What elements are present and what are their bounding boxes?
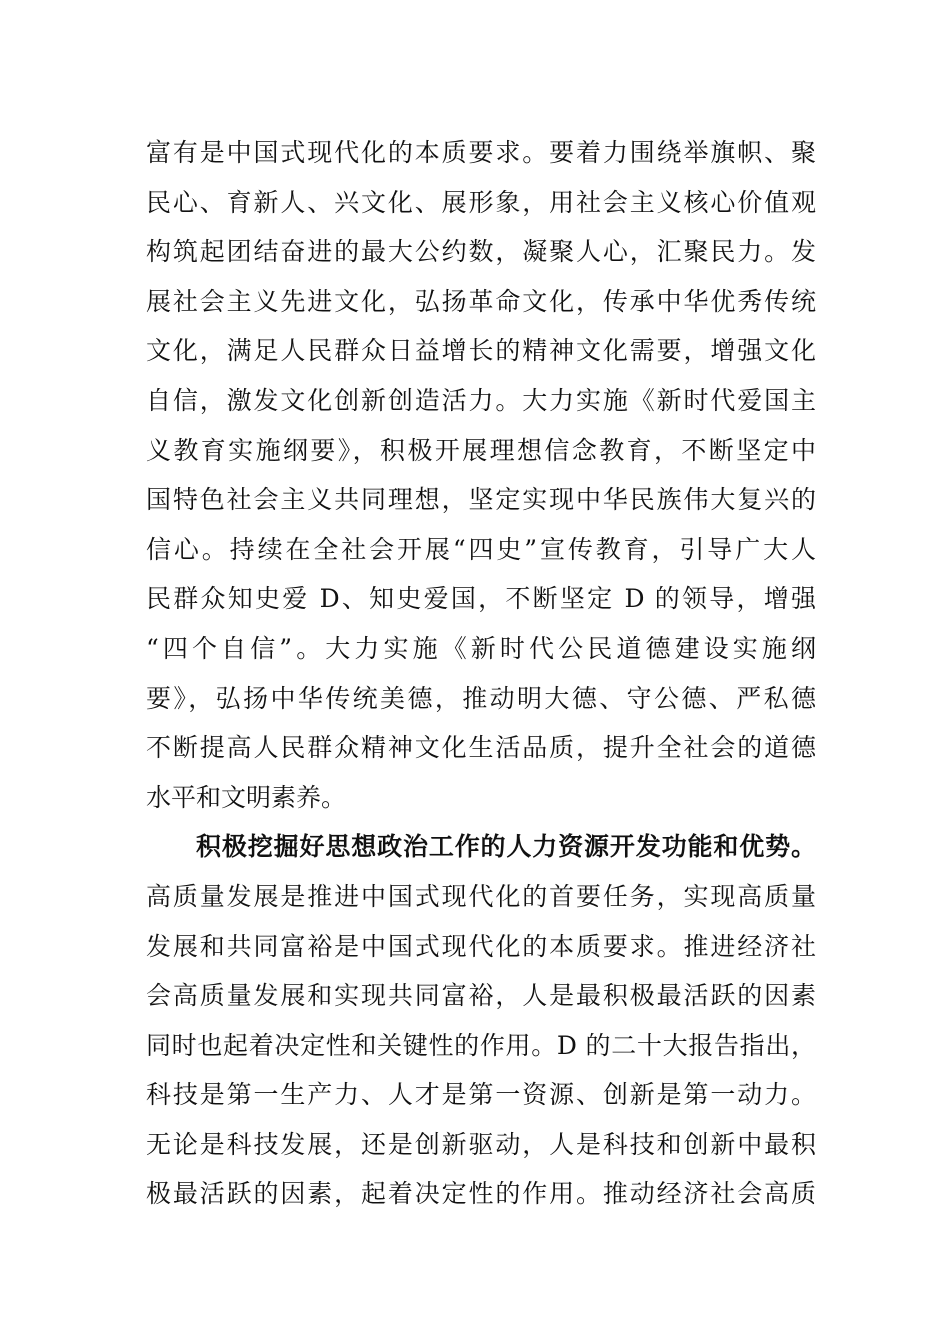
text-line: 信心。持续在全社会开展“四史”宣传教育，引导广大人 bbox=[146, 534, 816, 564]
text-line: 科技是第一生产力、人才是第一资源、创新是第一动力。 bbox=[146, 1080, 816, 1110]
text-line: 富有是中国式现代化的本质要求。要着力围绕举旗帜、聚 bbox=[146, 138, 816, 167]
text-line: 水平和文明素养。 bbox=[146, 782, 347, 812]
section-lead-sentence: 积极挖掘好思想政治工作的人力资源开发功能和优势。 bbox=[196, 832, 816, 862]
text-line: 极最活跃的因素，起着决定性的作用。推动经济社会高质 bbox=[146, 1179, 816, 1209]
text-line: 会高质量发展和实现共同富裕，人是最积极最活跃的因素 bbox=[146, 981, 816, 1011]
text-line: 民群众知史爱 D、知史爱国，不断坚定 D 的领导，增强 bbox=[146, 584, 816, 614]
body-text bbox=[146, 128, 816, 1219]
text-line: 要》，弘扬中华传统美德，推动明大德、守公德、严私德 bbox=[146, 683, 816, 713]
text-line: 民心、育新人、兴文化、展形象，用社会主义核心价值观 bbox=[146, 187, 816, 217]
text-line: 构筑起团结奋进的最大公约数，凝聚人心，汇聚民力。发 bbox=[146, 237, 816, 267]
text-line: 不断提高人民群众精神文化生活品质，提升全社会的道德 bbox=[146, 733, 816, 763]
text-line: 发展和共同富裕是中国式现代化的本质要求。推进经济社 bbox=[146, 931, 816, 961]
text-line: 展社会主义先进文化，弘扬革命文化，传承中华优秀传统 bbox=[146, 286, 816, 316]
text-line: “四个自信”。大力实施《新时代公民道德建设实施纲 bbox=[146, 633, 816, 663]
text-line: 无论是科技发展，还是创新驱动，人是科技和创新中最积 bbox=[146, 1129, 816, 1159]
text-line: 文化，满足人民群众日益增长的精神文化需要，增强文化 bbox=[146, 336, 816, 366]
text-line: 同时也起着决定性和关键性的作用。D 的二十大报告指出， bbox=[146, 1030, 816, 1060]
text-line: 高质量发展是推进中国式现代化的首要任务，实现高质量 bbox=[146, 881, 816, 911]
text-line: 国特色社会主义共同理想，坚定实现中华民族伟大复兴的 bbox=[146, 485, 816, 515]
text-line: 义教育实施纲要》，积极开展理想信念教育，不断坚定中 bbox=[146, 435, 816, 465]
text-line: 自信，激发文化创新创造活力。大力实施《新时代爱国主 bbox=[146, 385, 816, 415]
